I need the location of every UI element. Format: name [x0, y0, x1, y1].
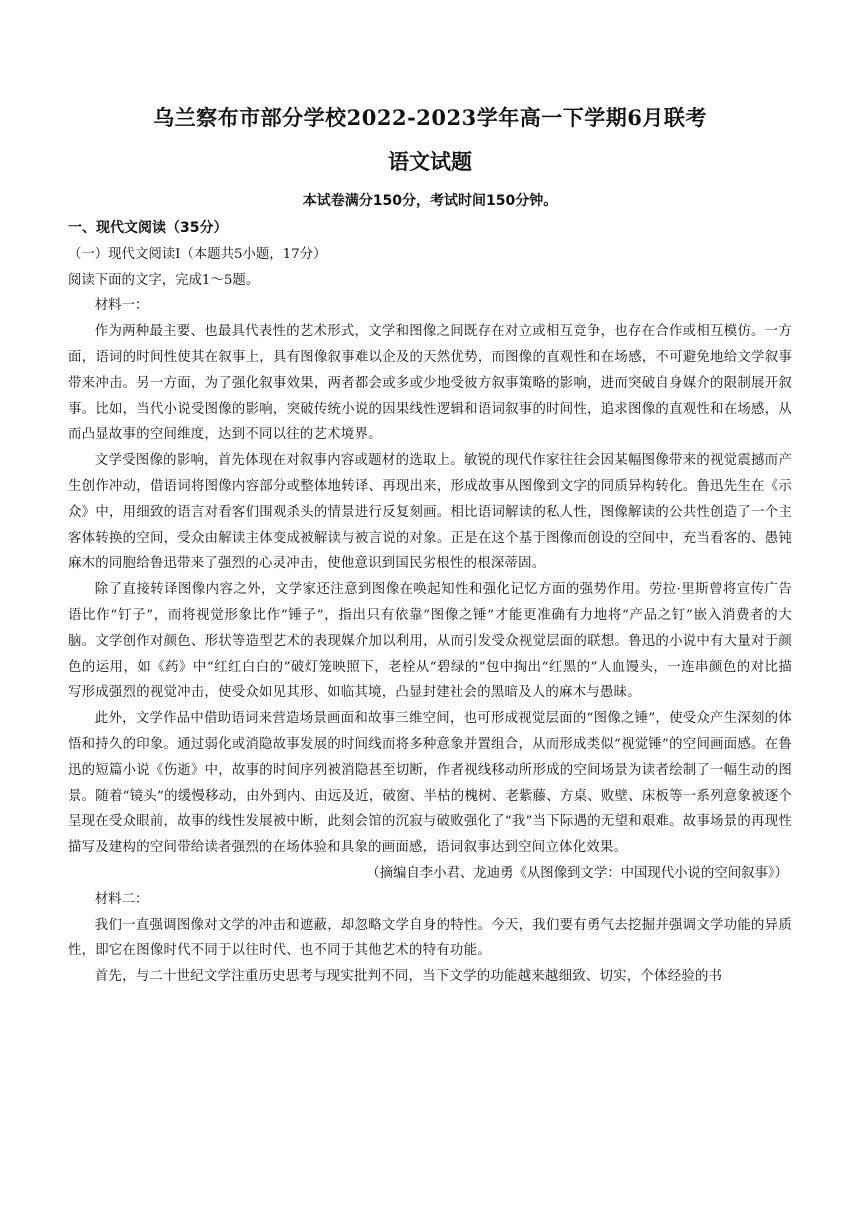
- material2-label: 材料二：: [94, 891, 149, 907]
- section-heading: 一、现代文阅读（35分）: [68, 220, 228, 236]
- material1-label: 材料一：: [94, 298, 149, 314]
- material1-paragraph: 作为两种最主要、也最具代表性的艺术形式，文学和图像之间既存在对立或相互竞争，也存在合作或相互模仿。一方面，语词的时间性使其在叙事上，具有图像叙事难以企及的天然优势，而图像的直观性和在场感，不可避免地给文学叙事带来冲击。另一方面，为了强化叙事效果，两者都会或多或少地受彼方叙事策略的影响，进而突破自身媒介的限制展开叙事。比如，当代小说受图像的影响，突破传统小说的因果线性逻辑和语词叙事的时间性，追求图像的直观性和在场感，从而凸显故事的空间维度，达到不同以往的艺术境界。: [68, 324, 792, 443]
- instruction-text: 阅读下面的文字，完成1～5题。: [68, 272, 260, 288]
- exam-note: 本试卷满分150分，考试时间150分钟。: [302, 193, 558, 209]
- material1-paragraph: 除了直接转译图像内容之外，文学家还注意到图像在唤起知性和强化记忆方面的强势作用。劳拉·里斯曾将宣传广告语比作“钉子”，而将视觉形象比作“锤子”，指出只有依靠“图像之锤”才能更准确有力地将“产品之钉”嵌入消费者的大脑。文学创作对颜色、形状等造型艺术的表现媒介加以利用，从而引发受众视觉层面的联想。鲁迅的小说中有大量对于颜色的运用，如《药》中“红红白白的”破灯笼映照下，老栓从“碧绿的”包中掏出“红黑的”人血馒头，一连串颜色的对比描写形成强烈的视觉冲击，使受众如见其形、如临其境，凸显封建社会的黑暗及人的麻木与愚昧。: [68, 582, 792, 701]
- exam-subtitle: 语文试题: [388, 149, 472, 174]
- exam-content: [68, 216, 792, 990]
- material1-paragraph: 此外，文学作品中借助语词来营造场景画面和故事三维空间，也可形成视觉层面的“图像之锤”，使受众产生深刻的体悟和持久的印象。通过弱化或消隐故事发展的时间线而将多种意象并置组合，从而形成类似“视觉锤”的空间画面感。在鲁迅的短篇小说《伤逝》中，故事的时间序列被消隐甚至切断，作者视线移动所形成的空间场景为读者绘制了一幅生动的图景。随着“镜头”的缓慢移动，由外到内、由远及近，破窗、半枯的槐树、老紫藤、方桌、败壁、床板等一系列意象被逐个呈现在受众眼前，故事的线性发展被中断，此刻会馆的沉寂与破败强化了“我”当下际遇的无望和艰难。故事场景的再现性描写及建构的空间带给读者强烈的在场体验和具象的画面感，语词叙事达到空间立体化效果。: [68, 711, 792, 856]
- material2-paragraph: 我们一直强调图像对文学的冲击和遮蔽，却忽略文学自身的特性。今天，我们要有勇气去挖掘并强调文学功能的异质性，即它在图像时代不同于以往时代、也不同于其他艺术的特有功能。: [68, 917, 792, 959]
- material1-source: （摘编自李小君、龙迪勇《从图像到文学：中国现代小说的空间叙事》）: [366, 865, 788, 881]
- material1-paragraph: 文学受图像的影响，首先体现在对叙事内容或题材的选取上。敏锐的现代作家往往会因某幅图像带来的视觉震撼而产生创作冲动，借语词将图像内容部分或整体地转译、再现出来，形成故事从图像到文字的同质异构转化。鲁迅先生在《示众》中，用细致的语言对看客们围观杀头的情景进行反复刻画。相比语词解读的私人性，图像解读的公共性创造了一个主客体转换的空间，受众由解读主体变成被解读与被言说的对象。正是在这个基于图像而创设的空间中，充当看客的、愚钝麻木的同胞给鲁迅带来了强烈的心灵冲击，使他意识到国民劣根性的根深蒂固。: [68, 453, 792, 572]
- exam-title: 乌兰察布市部分学校2022-2023学年高一下学期6月联考: [153, 105, 707, 130]
- material2-paragraph: 首先，与二十世纪文学注重历史思考与现实批判不同，当下文学的功能越来越细致、切实，个体经验的书: [94, 969, 723, 985]
- part-heading: （一）现代文阅读Ⅰ（本题共5小题，17分）: [68, 246, 327, 262]
